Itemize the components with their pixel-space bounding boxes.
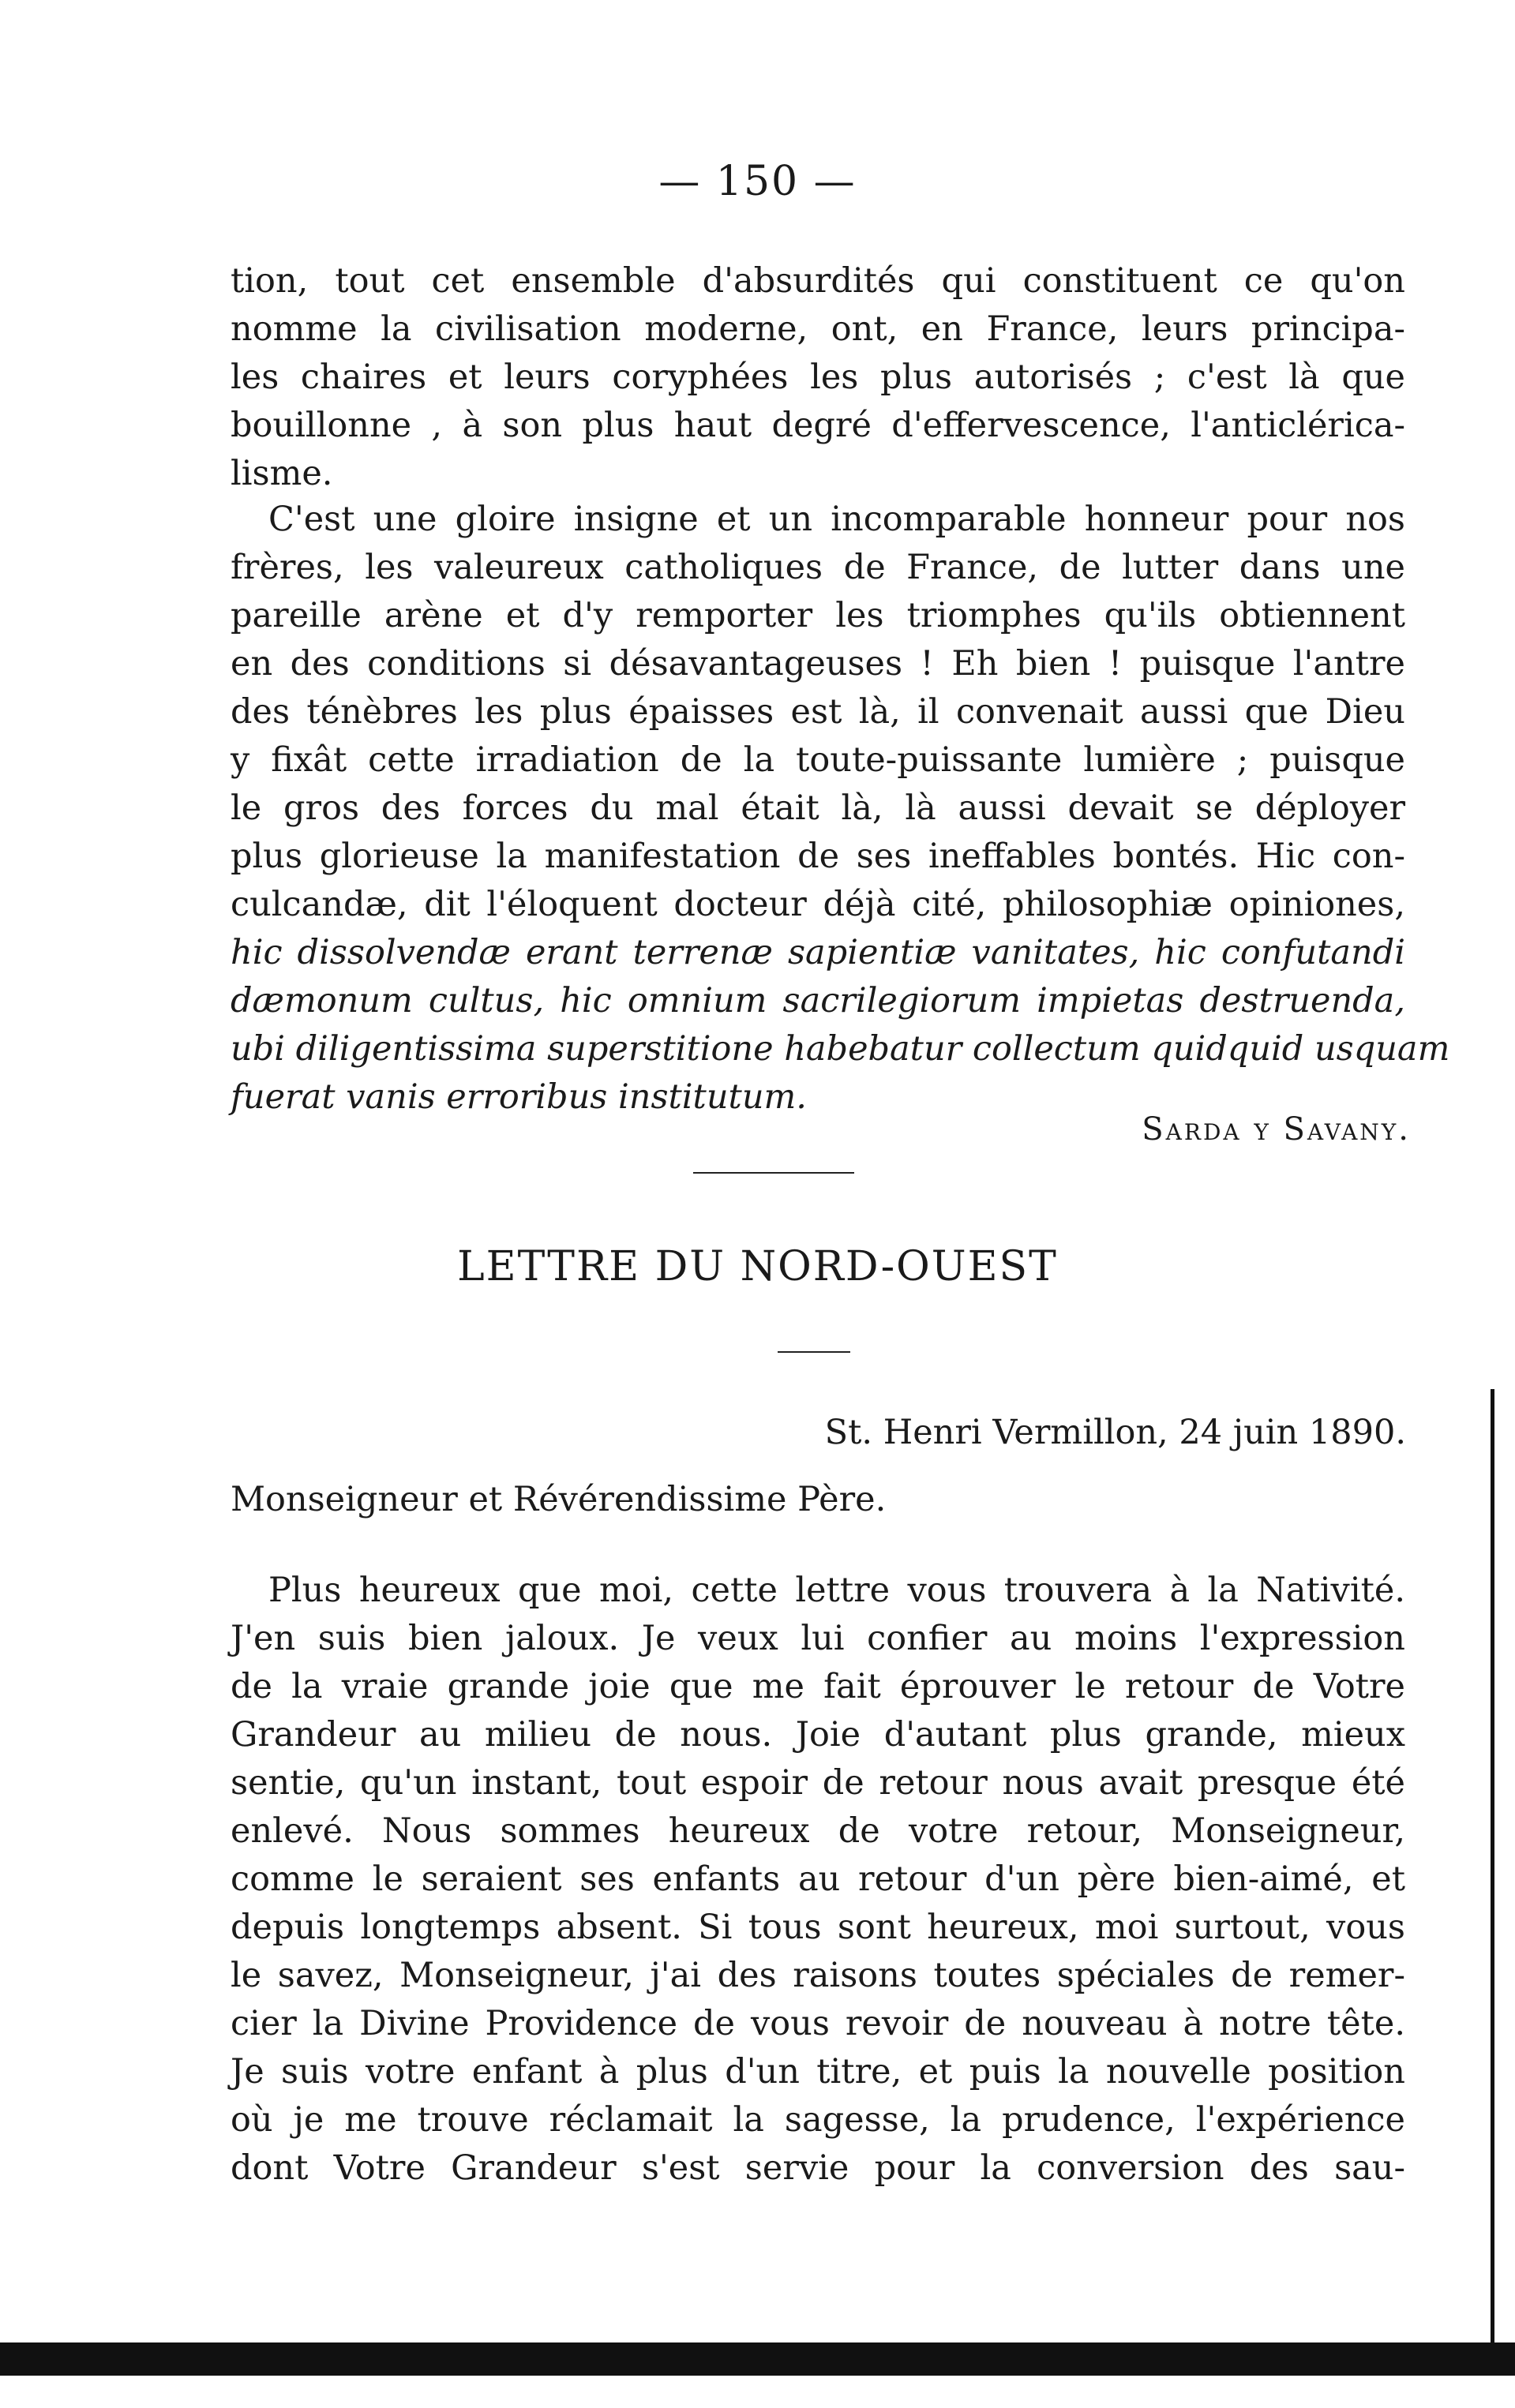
letter-dateline: St. Henri Vermillon, 24 juin 1890. [824,1413,1406,1452]
text-line: J'en suis bien jaloux. Je veux lui confier au moins l'expression [231,1619,1405,1658]
text-line: fuerat vanis erroribus institutum. [231,1077,807,1117]
text-line: les chaires et leurs coryphées les plus autorisés ; c'est là que [231,358,1405,397]
text-line: en des conditions si désavantageuses ! Eh bien ! puisque l'antre [231,644,1405,683]
text-line: sentie, qu'un instant, tout espoir de retour nous avait presque été [231,1763,1405,1803]
text-line: C'est une gloire insigne et un incomparable honneur pour nos [268,500,1405,539]
letter-paragraph [231,1567,1405,2193]
scan-edge-right [1491,1389,1494,2376]
text-line: ubi diligentissima superstitione habebatur collectum quidquid usquam [231,1029,1450,1069]
text-line: culcandæ, dit l'éloquent docteur déjà cité, philosophiæ opiniones, [231,885,1405,924]
text-line: hic dissolvendæ erant terrenæ sapientiæ vanitates, hic confutandi [231,933,1405,972]
text-line: plus glorieuse la manifestation de ses ineffables bontés. Hic con- [231,837,1405,876]
text-line: Grandeur au milieu de nous. Joie d'autant plus grande, mieux [231,1715,1405,1755]
letter-salutation: Monseigneur et Révérendissime Père. [231,1480,887,1519]
text-line: comme le seraient ses enfants au retour d'un père bien-aimé, et [231,1859,1405,1899]
text-line: frères, les valeureux catholiques de France, de lutter dans une [231,548,1405,587]
second-paragraph [231,496,1450,1122]
page-number: — 150 — [658,158,857,205]
scan-edge-bottom [0,2342,1515,2376]
text-line: des ténèbres les plus épaisses est là, il convenait aussi que Dieu [231,692,1405,732]
text-line: Plus heureux que moi, cette lettre vous trouvera à la Nativité. [268,1571,1405,1610]
text-line: enlevé. Nous sommes heureux de votre retour, Monseigneur, [231,1811,1405,1851]
section-divider [693,1172,854,1174]
section-title: LETTRE DU NORD-OUEST [457,1243,1058,1290]
text-line: lisme. [231,454,333,493]
text-line: dont Votre Grandeur s'est servie pour la conversion des sau- [231,2148,1405,2188]
text-line: tion, tout cet ensemble d'absurdités qui constituent ce qu'on [231,261,1405,301]
title-underline [778,1351,850,1353]
text-line: dæmonum cultus, hic omnium sacrilegiorum impietas destruenda, [231,981,1405,1020]
text-line: cier la Divine Providence de vous revoir de nouveau à notre tête. [231,2004,1405,2043]
text-line: le gros des forces du mal était là, là aussi devait se déployer [231,788,1405,828]
author-signature: Sarda y Savany. [1142,1111,1411,1148]
text-line: depuis longtemps absent. Si tous sont heureux, moi surtout, vous [231,1908,1405,1947]
text-line: bouillonne , à son plus haut degré d'effervescence, l'anticlérica- [231,406,1405,445]
text-line: Je suis votre enfant à plus d'un titre, et puis la nouvelle position [231,2052,1405,2092]
text-line: y fixât cette irradiation de la toute-puissante lumière ; puisque [231,740,1405,780]
text-line: où je me trouve réclamait la sagesse, la prudence, l'expérience [231,2100,1405,2140]
text-line: pareille arène et d'y remporter les triomphes qu'ils obtiennent [231,596,1405,635]
text-line: de la vraie grande joie que me fait éprouver le retour de Votre [231,1667,1405,1706]
text-line: nomme la civilisation moderne, ont, en France, leurs principa- [231,309,1405,349]
text-line: le savez, Monseigneur, j'ai des raisons toutes spéciales de remer- [231,1956,1405,1995]
top-paragraph [231,257,1405,498]
